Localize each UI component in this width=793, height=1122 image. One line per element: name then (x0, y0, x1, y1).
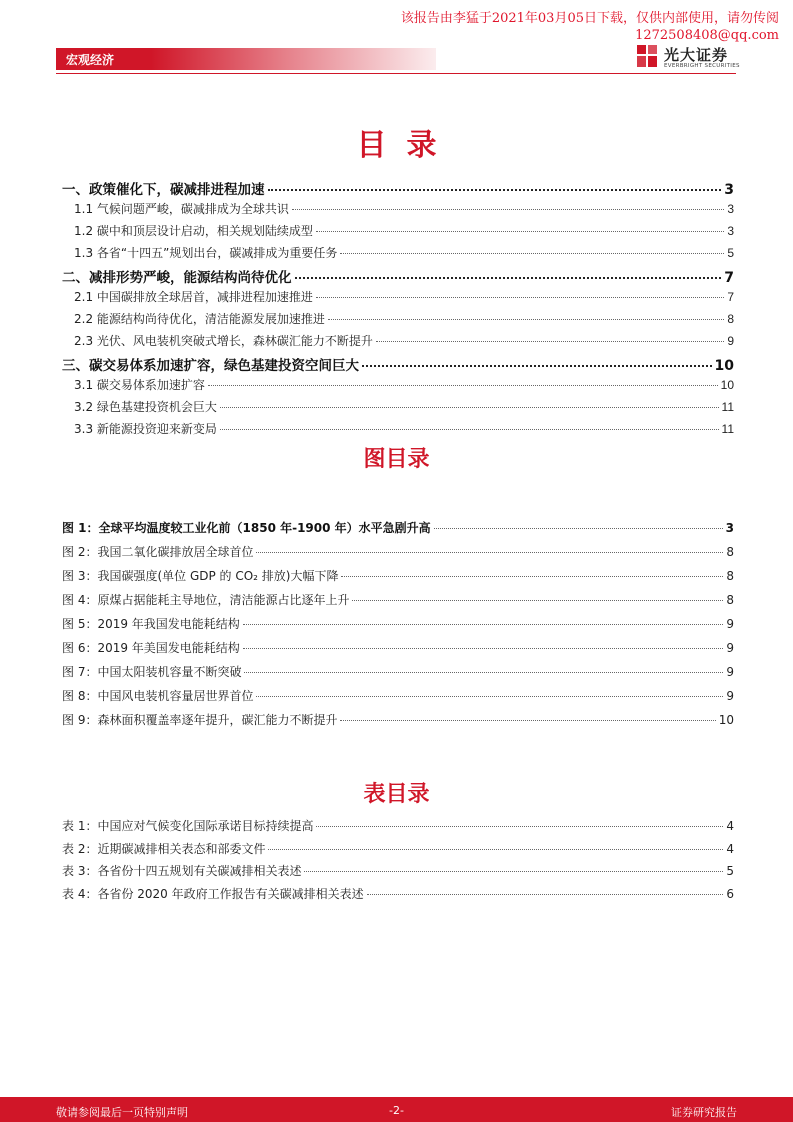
toc-entry-page: 5 (727, 246, 734, 260)
toc-entry-label: 一、政策催化下，碳减排进程加速 (62, 182, 265, 198)
dot-leader (268, 849, 723, 850)
figure-entry-page: 8 (726, 593, 734, 607)
figure-entry-page: 9 (726, 665, 734, 679)
figure-entry-label: 图 2：我国二氧化碳排放居全球首位 (62, 545, 254, 559)
dot-leader (434, 528, 723, 529)
figure-entry-page: 9 (726, 617, 734, 631)
figure-list-title: 图目录 (363, 447, 430, 472)
toc-entry[interactable] (62, 310, 734, 332)
dot-leader (340, 720, 715, 721)
toc-entry-page: 8 (727, 312, 734, 326)
toc-entry-page: 3 (724, 182, 734, 198)
toc-entry[interactable] (62, 354, 734, 376)
dot-leader (362, 365, 712, 367)
section-banner (56, 48, 436, 70)
page-footer (0, 1097, 793, 1122)
dot-leader (256, 696, 723, 697)
dot-leader (316, 231, 724, 232)
table-entry-label: 表 3：各省份十四五规划有关碳减排相关表述 (62, 864, 302, 878)
table-entry-label: 表 2：近期碳减排相关表态和部委文件 (62, 841, 266, 856)
dot-leader (268, 189, 722, 191)
footer-disclaimer: 敬请参阅最后一页特别声明 (56, 1106, 188, 1119)
company-logo (636, 42, 746, 72)
toc-entry-page: 7 (727, 290, 734, 304)
dot-leader (316, 826, 723, 827)
toc-entry-label: 2.1 中国碳排放全球居首，减排进程加速推进 (74, 290, 313, 304)
figure-entry[interactable] (62, 687, 734, 711)
toc-entry-label: 3.3 新能源投资迎来新变局 (74, 422, 217, 436)
header-divider (56, 73, 736, 74)
dot-leader (256, 552, 723, 553)
toc-list (62, 178, 734, 442)
table-entry-page: 5 (726, 864, 734, 878)
dot-leader (376, 341, 724, 342)
dot-leader (341, 576, 723, 577)
figure-entry[interactable] (62, 543, 734, 567)
toc-entry[interactable] (62, 332, 734, 354)
toc-entry-page: 11 (721, 422, 734, 436)
toc-entry-label: 1.1 气候问题严峻，碳减排成为全球共识 (74, 202, 289, 216)
toc-entry-label: 三、碳交易体系加速扩容，绿色基建投资空间巨大 (62, 358, 359, 374)
toc-entry-label: 2.3 光伏、风电装机突破式增长，森林碳汇能力不断提升 (74, 334, 373, 348)
dot-leader (220, 429, 719, 430)
figure-entry-page: 8 (726, 569, 734, 583)
dot-leader (220, 407, 719, 408)
dot-leader (367, 894, 724, 895)
figure-entry-page: 10 (718, 713, 734, 727)
table-entry[interactable] (62, 840, 734, 863)
figure-entry[interactable] (62, 591, 734, 615)
figure-entry-label: 图 3：我国碳强度(单位 GDP 的 CO₂ 排放)大幅下降 (62, 569, 339, 583)
figure-entry-page: 9 (726, 689, 734, 703)
dot-leader (304, 871, 723, 872)
table-entry-label: 表 1：中国应对气候变化国际承诺目标持续提高 (62, 819, 314, 833)
table-entry[interactable] (62, 885, 734, 908)
toc-entry-page: 3 (727, 202, 734, 216)
figure-entry-label: 图 1：全球平均温度较工业化前（1850 年-1900 年）水平急剧升高 (62, 521, 431, 535)
figure-entry-label: 图 5：2019 年我国发电能耗结构 (62, 617, 240, 631)
table-list (62, 817, 734, 907)
toc-entry-label: 1.2 碳中和顶层设计启动，相关规划陆续成型 (74, 224, 313, 238)
table-entry-page: 6 (726, 886, 734, 901)
table-entry[interactable] (62, 862, 734, 885)
dot-leader (352, 600, 723, 601)
dot-leader (292, 209, 724, 210)
logo-text-cn: 光大证券 (664, 46, 729, 64)
toc-entry-page: 3 (727, 224, 734, 238)
figure-entry[interactable] (62, 663, 734, 687)
figure-entry[interactable] (62, 615, 734, 639)
watermark-line-1: 该报告由李猛于2021年03月05日下载，仅供内部使用，请勿传阅 (400, 11, 779, 26)
dot-leader (295, 277, 722, 279)
table-entry-label: 表 4：各省份 2020 年政府工作报告有关碳减排相关表述 (62, 886, 364, 901)
figure-entry-label: 图 9：森林面积覆盖率逐年提升，碳汇能力不断提升 (62, 713, 338, 727)
figure-entry-page: 9 (726, 641, 734, 655)
dot-leader (340, 253, 724, 254)
toc-entry[interactable] (62, 266, 734, 288)
dot-leader (244, 672, 723, 673)
toc-entry[interactable] (62, 244, 734, 266)
toc-entry-page: 11 (721, 400, 734, 414)
footer-report-type: 证券研究报告 (671, 1106, 737, 1119)
toc-entry[interactable] (62, 178, 734, 200)
dot-leader (243, 624, 724, 625)
table-entry[interactable] (62, 817, 734, 840)
dot-leader (328, 319, 724, 320)
toc-entry-page: 7 (724, 270, 734, 286)
toc-entry-label: 1.3 各省“十四五”规划出台，碳减排成为重要任务 (74, 246, 338, 260)
toc-entry-label: 3.2 绿色基建投资机会巨大 (74, 400, 217, 414)
toc-entry[interactable] (62, 398, 734, 420)
figure-entry-page: 3 (725, 521, 734, 535)
toc-entry-page: 10 (714, 358, 734, 374)
toc-entry[interactable] (62, 376, 734, 398)
figure-entry[interactable] (62, 639, 734, 663)
toc-entry-page: 9 (727, 334, 734, 348)
figure-entry-label: 图 6：2019 年美国发电能耗结构 (62, 641, 240, 655)
everbright-logo-icon (636, 44, 658, 68)
figure-entry-page: 8 (726, 545, 734, 559)
figure-list (62, 519, 734, 735)
figure-entry[interactable] (62, 519, 734, 543)
figure-entry-label: 图 8：中国风电装机容量居世界首位 (62, 689, 254, 703)
figure-entry[interactable] (62, 567, 734, 591)
figure-entry[interactable] (62, 711, 734, 735)
toc-entry[interactable] (62, 420, 734, 442)
toc-entry-label: 2.2 能源结构尚待优化，清洁能源发展加速推进 (74, 312, 325, 326)
toc-entry[interactable] (62, 200, 734, 222)
figure-entry-label: 图 4：原煤占据能耗主导地位，清洁能源占比逐年上升 (62, 593, 350, 607)
toc-entry[interactable] (62, 288, 734, 310)
logo-text-en: EVERBRIGHT SECURITIES (664, 63, 740, 69)
table-entry-page: 4 (726, 819, 734, 833)
toc-entry-label: 3.1 碳交易体系加速扩容 (74, 378, 205, 392)
toc-entry-page: 10 (720, 378, 734, 392)
toc-entry[interactable] (62, 222, 734, 244)
toc-title: 目录 (356, 128, 457, 163)
dot-leader (243, 648, 724, 649)
figure-entry-label: 图 7：中国太阳装机容量不断突破 (62, 665, 242, 679)
page-number: -2- (389, 1104, 404, 1117)
dot-leader (316, 297, 724, 298)
table-list-title: 表目录 (363, 782, 430, 807)
download-watermark (401, 10, 779, 44)
table-entry-page: 4 (726, 841, 734, 856)
section-label: 宏观经济 (66, 53, 115, 67)
toc-entry-label: 二、减排形势严峻，能源结构尚待优化 (62, 270, 292, 286)
watermark-line-2: 1272508408@qq.com (635, 28, 779, 43)
dot-leader (208, 385, 718, 386)
